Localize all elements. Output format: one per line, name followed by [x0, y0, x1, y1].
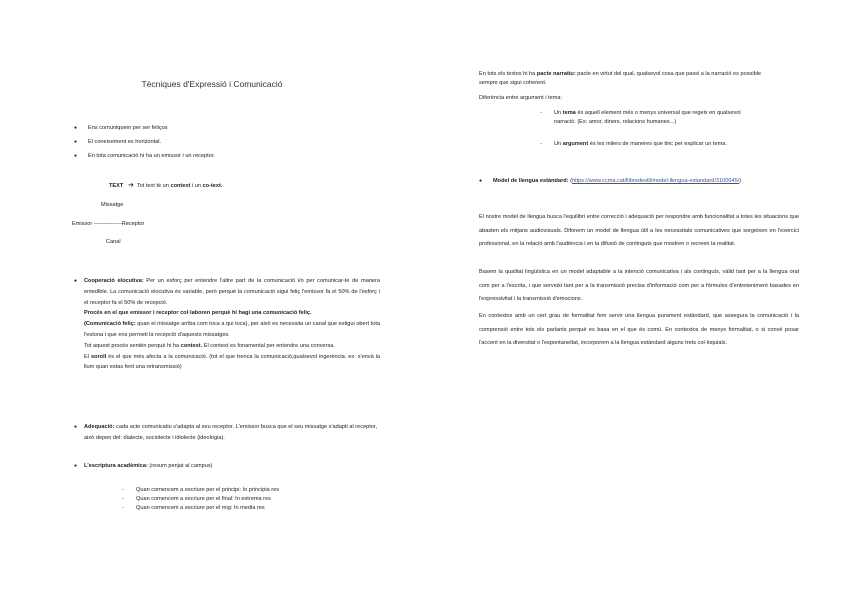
cooperacio-p5: El: [84, 353, 89, 360]
list-item: [540, 140, 760, 149]
diagram-missatge: Missatge: [101, 202, 124, 208]
cooperacio-section: [74, 276, 380, 373]
context-word: context: [170, 183, 191, 189]
cooperacio-p2: Procés en el que emissor i receptor col·laboren perquè hi hagi una comunicació feliç.: [84, 310, 312, 317]
cooperacio-title: Cooperació elocutiva:: [84, 278, 144, 284]
context-bold: context.: [180, 342, 203, 349]
narrative-c: pacte en virtut del qual, qualsevol cosa que passi a la narració es possible sempre que sigui coherent.: [479, 71, 762, 86]
tema-b: tema: [562, 110, 576, 116]
list-item: ● En tota comunicació hi ha un emissor i un receptor.: [74, 152, 394, 160]
diff-heading: Diferència entre argument i tema:: [479, 95, 563, 101]
cooperacio-p1: Per un esforç per entendre l'altre part de la comunicació i/o per comunicar-te de manera entedible. La comunicació elocutiva és variable, però perquè la comunicació sigui feliç l'emissor fa el 50% de l'esforç i el receptor fa el 50% de recepció.: [84, 278, 381, 306]
diagram-canal: Canal: [106, 239, 121, 245]
list-item: - Quan comencem a escriure per el principi: In principia res: [122, 486, 382, 495]
intro-list: [74, 124, 394, 160]
list-item: [540, 109, 760, 126]
model-paragraph-2: Basem la qualitat lingüística en un model adaptable a la intenció comunicativa i als continguts, vàlid tant per a la llengua oral com per a l'escrita, i que serveixi tant per a la transmissió precisa d'informació com per a fórmules d'entreteniment basades en l'expressivitat i la transmissió d'emocions.: [479, 269, 799, 303]
escriptura-text: (resum penjat al campus): [149, 463, 213, 469]
bullet-icon: ●: [74, 278, 78, 284]
adequacio-title: Adequació:: [84, 424, 115, 430]
right-page: [424, 0, 848, 599]
cooperacio-p5-rest: és el que més afecta a la comunicació. (tot el que trenca la comunicació,qualsevol ingerència. ex: s'envà la llum quan estas fent una retransmissió): [84, 353, 381, 371]
text-context-line: [109, 182, 222, 191]
cooperacio-p3-title: (Comunicació feliç:: [84, 321, 136, 328]
tema-c: és aquell element més o menys universal que regeix en qualsevol narració. (Ex: amor, diners, relacions humanes...): [554, 110, 741, 125]
list-item: - Quan comencem a escriure per el final: In extrema res: [122, 495, 382, 504]
escriptura-title: L'escriptura acadèmica:: [84, 463, 148, 469]
model-heading: ● Model de llengua estàndard: (https://www.ccma.cat/llibredestil/model-llengua-estandard/3100045/): [479, 178, 742, 184]
model-paragraph-1: El nostre model de llengua busca l'equilibri entre correcció i adequació per respondre amb funcionalitat a totes les situacions que abasten els mitjans audiovisuals. Difonem un model de llengua útil a les necessitats comunicatives que sorgeixen en l'exercici professional, en la relació amb l'audiència i en la difusió de continguts que mostren o recreen la realitat.: [479, 214, 799, 248]
cotext-word: co-text.: [202, 183, 223, 189]
tema-a: Un: [554, 110, 562, 116]
bullet-icon: ●: [74, 424, 78, 430]
model-paragraph-3: En contextos amb un cert grau de formalitat fem servir una llengua purament estàndard, que assegura la comunicació i la comprensió entre tots els parlants perquè es basa en el que és comú. En contextos de menys formalitat, o si convé posar l'accent en la diversitat o l'espontaneïtat, incorporem a la llengua estàndard alguns trets col·loquials.: [479, 313, 799, 347]
text-definition: Tot text té un: [136, 183, 169, 189]
diagram-emissor-receptor: Emissor ---------------Receptor: [72, 221, 145, 227]
page-title: Tècniques d'Expressió i Comunicació: [141, 79, 283, 89]
list-item: ● Ens comuniquem per ser feliços: [74, 124, 394, 132]
diff-list: [540, 109, 760, 149]
arrow-right-icon: ➔: [127, 182, 134, 189]
list-item: - Quan comencem a escriure per el mig: In media res: [122, 504, 382, 513]
arg-c: és les milers de maneres que tinc per explicar un tema.: [589, 141, 727, 148]
arg-a: Un: [554, 141, 562, 148]
cooperacio-p3: quan el missatge arriba com toca a qui toca), per això es necessita un canal que estigui obert tota l'estona i que ens permeti la recepció d'aquests missatges.: [84, 321, 380, 338]
soroll-bold: soroll: [90, 353, 107, 360]
narrative-paragraph: [479, 70, 779, 87]
bullet-icon: ●: [479, 178, 483, 184]
narrative-a: En tots els textos hi ha: [479, 71, 536, 77]
escriptura-section: [74, 462, 380, 471]
adequacio-section: [74, 422, 380, 444]
escriptura-list: [122, 486, 382, 512]
cooperacio-p4-rest: El context es fonamental per entendre una conversa.: [203, 342, 335, 349]
bullet-icon: ●: [74, 463, 78, 469]
adequacio-text: cada acte comunicatiu s'adapta al seu receptor. L'emissor busca que el seu missatge s'adapti al receptor, això depen del: dialecte, sociolecte i idiolecte (ideologia).: [84, 424, 378, 441]
list-item: ● El coneixement es horizontal.: [74, 138, 394, 146]
model-title: Model de llengua estàndard:: [493, 178, 569, 184]
text-definition-2: i un: [191, 183, 201, 189]
arg-b: argument: [562, 141, 589, 148]
text-label: TEXT: [109, 183, 124, 189]
model-link[interactable]: https://www.ccma.cat/llibredestil/model-llengua-estandard/3100045/: [571, 178, 740, 184]
cooperacio-p4: Tot aquest procés sentén perquè hi ha: [84, 342, 180, 349]
narrative-b: pacte narratiu:: [536, 71, 576, 77]
